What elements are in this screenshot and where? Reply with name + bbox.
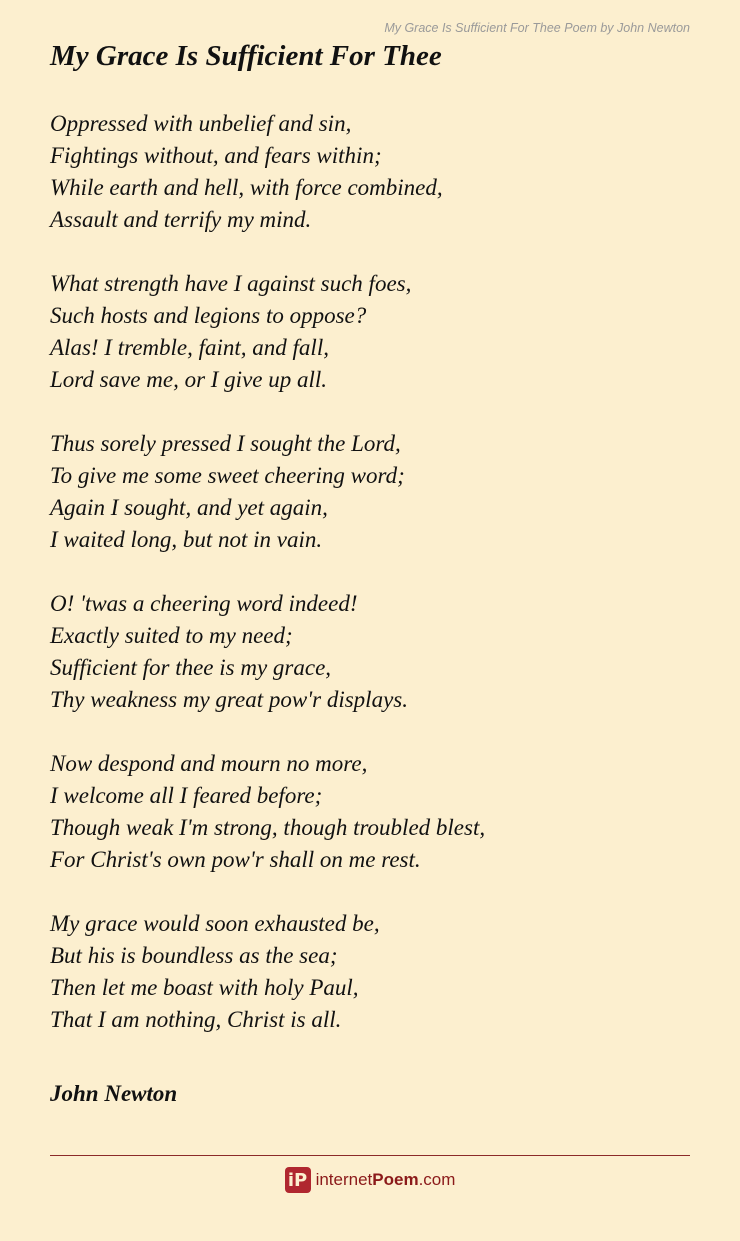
stanza-4 [50,588,690,716]
poem-line: I waited long, but not in vain. [50,527,323,552]
stanza-3 [50,428,690,556]
poem-line: But his is boundless as the sea; [50,943,338,968]
poem-line: What strength have I against such foes, [50,271,412,296]
stanza-2 [50,268,690,396]
poem-line: Oppressed with unbelief and sin, [50,111,352,136]
footer-divider [50,1155,690,1156]
stanza-5 [50,748,690,876]
poem-line: For Christ's own pow'r shall on me rest. [50,847,421,872]
poem-line: Then let me boast with holy Paul, [50,975,359,1000]
poem-line: Assault and terrify my mind. [50,207,312,232]
poem-title: My Grace Is Sufficient For Thee [50,40,442,72]
poem-line: Fightings without, and fears within; [50,143,382,168]
stanza-1 [50,108,690,236]
poem-line: Such hosts and legions to oppose? [50,303,367,328]
poem-line: I welcome all I feared before; [50,783,323,808]
poem-line: Though weak I'm strong, though troubled blest, [50,815,486,840]
poem-line: While earth and hell, with force combined, [50,175,443,200]
internetpoem-logo-icon: iP [285,1167,311,1193]
poem-line: Sufficient for thee is my grace, [50,655,332,680]
poem-line: My grace would soon exhausted be, [50,911,380,936]
footer-brand-link[interactable] [0,1167,740,1193]
poem-line: O! 'twas a cheering word indeed! [50,591,358,616]
brand-prefix: internet [315,1170,373,1189]
poem-body [50,108,690,1068]
poem-line: That I am nothing, Christ is all. [50,1007,342,1032]
header-caption: My Grace Is Sufficient For Thee Poem by John Newton [384,21,690,35]
poem-line: Thus sorely pressed I sought the Lord, [50,431,401,456]
poem-line: Alas! I tremble, faint, and fall, [50,335,329,360]
poem-line: Now despond and mourn no more, [50,751,368,776]
poem-line: Thy weakness my great pow'r displays. [50,687,408,712]
poem-line: Exactly suited to my need; [50,623,293,648]
poem-author: John Newton [50,1081,178,1106]
poem-line: Lord save me, or I give up all. [50,367,328,392]
poem-line: To give me some sweet cheering word; [50,463,405,488]
stanza-6 [50,908,690,1036]
brand-bold: Poem [372,1170,419,1189]
poem-line: Again I sought, and yet again, [50,495,328,520]
brand-suffix: .com [418,1170,456,1189]
